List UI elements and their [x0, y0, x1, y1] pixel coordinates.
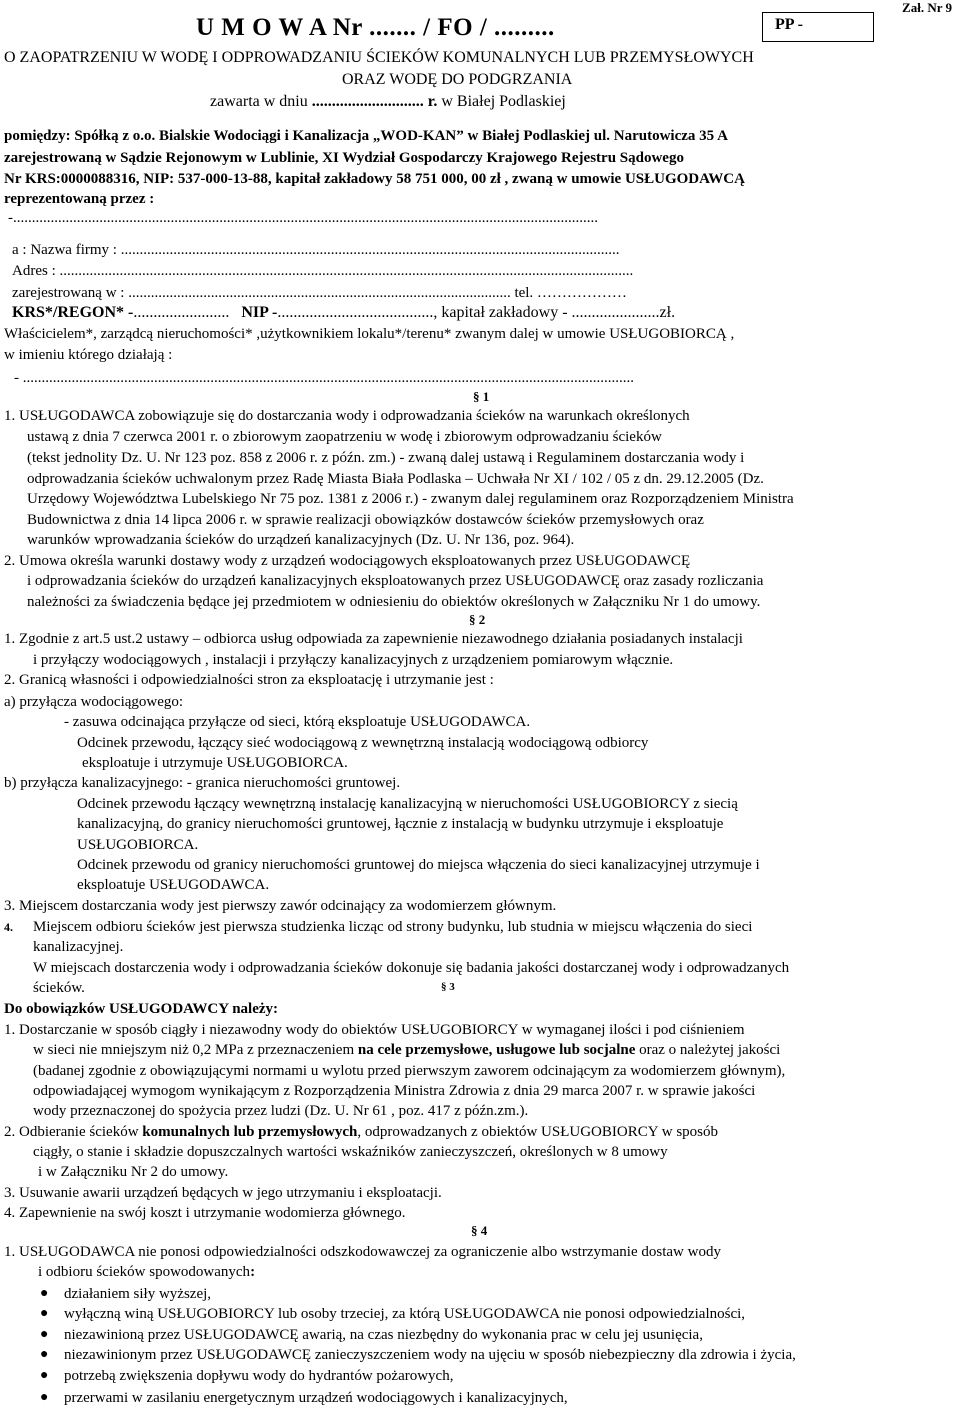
par2-line-5: - zasuwa odcinająca przyłącze od sieci, którą eksploatuje USŁUGODAWCA. — [64, 714, 531, 730]
par3-line-10: 4. Zapewnienie na swój koszt i utrzymanie wodomierza głównego. — [4, 1205, 406, 1221]
par2-line-4: a) przyłącza wodociągowego: — [4, 694, 184, 710]
par3-line-3: (badanej zgodnie z obowiązującymi normami u wylotu przed pierwszym zaworem odcinającym za wodomierzem głównym), — [33, 1063, 786, 1079]
krs-label: KRS*/REGON* - — [12, 304, 134, 321]
nip-label: NIP - — [241, 304, 278, 321]
par3-line-1: 1. Dostarczanie w sposób ciągły i niezawodny wody do obiektów USŁUGOBIORCY w wymaganej ilości i pod ciśnieniem — [4, 1022, 745, 1038]
par4-line-1: 1. USŁUGODAWCA nie ponosi odpowiedzialności odszkodowawczej za ograniczenie albo wstrzymanie dostaw wody — [4, 1244, 721, 1260]
par2-line-11: USŁUGOBIORCA. — [77, 837, 199, 853]
par4-line-2 — [38, 1262, 255, 1282]
section-2-heading: § 2 — [469, 612, 486, 627]
owner-line: Właścicielem*, zarządcą nieruchomości* ,użytkownikiem lokalu*/terenu* zwanym dalej w umowie USŁUGOBIORCĄ , — [4, 326, 735, 342]
par4-bullet-4: niezawinionym przez USŁUGODAWCĘ zanieczyszczeniem wody na ujęciu w sposób niebezpieczny dla zdrowia i życia, — [64, 1347, 796, 1363]
par1-line-7: warunków wprowadzania ścieków do urządzeń kanalizacyjnych (Dz. U. Nr 136, poz. 964). — [27, 532, 575, 548]
section-4-heading: § 4 — [471, 1223, 488, 1238]
registration-field: zarejestrowaną w : ...................................................................................................... tel. ……………… — [12, 285, 627, 301]
par3-line-4: odpowiadającej wymogom wynikającym z Rozporządzenia Ministra Zdrowia z dnia 29 marca 2007 r. w sprawie jakości — [33, 1083, 756, 1099]
par3-heading: Do obowiązków USŁUGODAWCY należy: — [4, 1001, 279, 1017]
acting-persons-blank: - ................................................................................................................................................................... — [14, 370, 634, 386]
par4-bullet-1: działaniem siły wyższej, — [64, 1286, 212, 1302]
par1-line-3: (tekst jednolity Dz. U. Nr 123 poz. 858 z 2006 r. z późn. zm.) - zwaną dalej ustawą i Regulaminem dostarczania wody i — [27, 450, 745, 466]
krs-blank: ........................ — [133, 304, 230, 321]
contract-subtitle-1: O ZAOPATRZENIU W WODĘ I ODPROWADZANIU ŚCIEKÓW KOMUNALNYCH LUB PRZEMYSŁOWYCH — [4, 49, 754, 66]
par3-line-8: i w Załączniku Nr 2 do umowy. — [38, 1164, 229, 1180]
par2-line-17: W miejscach dostarczenia wody i odprowadzania ścieków dokonuje się badania jakości dostarczanej wody i odprowadzanych — [33, 960, 790, 976]
par1-point2-line-2: i odprowadzania ścieków do urządzeń kanalizacyjnych eksploatowanych przez USŁUGODAWCĘ oraz zasady rozliczania — [27, 573, 764, 589]
par2-line-13: eksploatuje USŁUGODAWCA. — [77, 877, 270, 893]
par2-line-18: ścieków. — [33, 980, 85, 996]
par3-line-2 — [33, 1040, 780, 1060]
contract-title: U M O W A Nr ....... / FO / ......... — [196, 14, 555, 41]
bullet-icon: ● — [40, 1347, 49, 1362]
par4-bullet-2: wyłączną winą USŁUGOBIORCY lub osoby trzeciej, za którą USŁUGODAWCA nie ponosi odpowiedzialności, — [64, 1306, 746, 1322]
par2-line-15: Miejscem odbioru ścieków jest pierwsza studzienka licząc od strony budynku, lub studnia w miejscu włączenia do sieci — [33, 919, 753, 935]
par1-point2-line-3: należności za świadczenia będące jej przedmiotem w odniesieniu do obiektów określonych w Załączniku Nr 1 do umowy. — [27, 594, 761, 610]
par3-line-6-bold: komunalnych lub przemysłowych — [142, 1124, 358, 1140]
bullet-icon: ● — [40, 1306, 49, 1321]
par1-line-1: 1. USŁUGODAWCA zobowiązuje się do dostarczania wody i odprowadzania ścieków na warunkach określonych — [4, 408, 690, 424]
par3-line-2-a: w sieci nie mniejszym niż 0,2 MPa z przeznaczeniem — [33, 1042, 355, 1058]
par3-line-5: wody przeznaczonej do spożycia przez ludzi (Dz. U. Nr 61 , poz. 417 z późn.zm.). — [33, 1103, 529, 1119]
contract-date-prefix: zawarta w dniu — [210, 93, 308, 110]
par3-line-7: ciągły, o stanie i składzie dopuszczalnych wartości wskaźników zanieczyszczeń, określonych w 8 umowy — [33, 1144, 668, 1160]
representative-blank: -............................................................................................................................................................ — [8, 210, 598, 226]
contract-subtitle-2: ORAZ WODĘ DO PODGRZANIA — [342, 71, 573, 88]
nip-capital-blank: ......................................., kapitał zakładowy - ......................zł. — [277, 304, 676, 321]
par1-line-2: ustawą z dnia 7 czerwca 2001 r. o zbiorowym zaopatrzeniu w wodę i zbiorowym odprowadzaniu ścieków — [27, 429, 662, 445]
par2-line-10: kanalizacyjną, do granicy nieruchomości gruntowej, łącznie z instalacją w budynku utrzymuje i eksploatuje — [77, 816, 724, 832]
company-name-field: a : Nazwa firmy : ..................................................................................................................................... — [12, 242, 620, 258]
par2-line-6: Odcinek przewodu, łączący sieć wodociągową z wewnętrzną instalacją wodociągową odbiorcy — [77, 735, 649, 751]
par2-line-7: eksploatuje i utrzymuje USŁUGOBIORCA. — [82, 755, 348, 771]
section-1-heading: § 1 — [473, 389, 490, 404]
par4-line-2-colon: : — [250, 1264, 256, 1280]
par2-line-9: Odcinek przewodu łączący wewnętrzną instalację kanalizacyjną w nieruchomości USŁUGOBIORCY z siecią — [77, 796, 738, 812]
attachment-number: Zał. Nr 9 — [902, 0, 952, 15]
parties-line-4: reprezentowaną przez : — [4, 191, 155, 207]
parties-line-2: zarejestrowaną w Sądzie Rejonowym w Lublinie, XI Wydział Gospodarczy Krajowego Rejestru Sądowego — [4, 150, 684, 166]
par2-line-1: 1. Zgodnie z art.5 ust.2 ustawy – odbiorca usług odpowiada za zapewnienie niezawodnego działania posiadanych instalacji — [4, 631, 743, 647]
bullet-icon: ● — [40, 1327, 49, 1342]
par2-line-12: Odcinek przewodu od granicy nieruchomości gruntowej do miejsca włączenia do sieci kanalizacyjnej utrzymuje i — [77, 857, 760, 873]
krs-nip-line — [12, 303, 675, 323]
parties-line-1: pomiędzy: Spółką z o.o. Bialskie Wodociągi i Kanalizacja „WOD-KAN” w Białej Podlaskiej ul. Narutowicza 35 A — [4, 128, 728, 144]
par3-line-6-a: 2. Odbieranie ścieków — [4, 1124, 139, 1140]
contract-date-blank: ............................ r. — [311, 93, 438, 110]
par2-line-14: 3. Miejscem dostarczania wody jest pierwszy zawór odcinający za wodomierzem głównym. — [4, 898, 557, 914]
par2-line-2: i przyłączy wodociągowych , instalacji i przyłączy kanalizacyjnych z urządzeniem pomiarowym włącznie. — [33, 652, 674, 668]
par4-bullet-6: przerwami w zasilaniu energetycznym urządzeń wodociągowych i kanalizacyjnych, — [64, 1390, 568, 1406]
par2-line-8: b) przyłącza kanalizacyjnego: - granica nieruchomości gruntowej. — [4, 775, 401, 791]
par2-line-16: kanalizacyjnej. — [33, 939, 124, 955]
parties-line-3: Nr KRS:0000088316, NIP: 537-000-13-88, kapitał zakładowy 58 751 000, 00 zł , zwaną w umowie USŁUGODAWCĄ — [4, 171, 745, 187]
par4-bullet-5: potrzebą zwiększenia dopływu wody do hydrantów pożarowych, — [64, 1368, 454, 1384]
par4-line-2-a: i odbioru ścieków spowodowanych — [38, 1264, 251, 1280]
par1-point2-line-1: 2. Umowa określa warunki dostawy wody z urządzeń wodociągowych eksploatowanych przez USŁUGODAWCĘ — [4, 553, 691, 569]
par2-point4-number: 4. — [4, 920, 13, 934]
par1-line-4: odprowadzania ścieków uchwalonym przez Radę Miasta Biała Podlaska – Uchwała Nr XI / 102 / 05 z dn. 29.12.2005 (Dz. — [27, 471, 764, 487]
par2-line-3: 2. Granicą własności i odpowiedzialności stron za eksploatację i utrzymanie jest : — [4, 672, 494, 688]
bullet-icon: ● — [40, 1286, 49, 1301]
address-field: Adres : ......................................................................................................................................................... — [12, 263, 634, 279]
bullet-icon: ● — [40, 1368, 49, 1383]
contract-date-line — [210, 93, 566, 111]
par1-line-5: Urzędowy Województwa Lubelskiego Nr 75 poz. 1381 z 2006 r.) - zwanym dalej regulaminem oraz Rozporządzeniem Ministra — [27, 491, 794, 507]
par4-bullet-3: niezawinioną przez USŁUGODAWCĘ awarią, na czas niezbędny do wykonania prac w celu jej usunięcia, — [64, 1327, 703, 1343]
par3-line-6 — [4, 1122, 718, 1142]
par1-line-6: Budownictwa z dnia 14 lipca 2006 r. w sprawie realizacji obowiązków dostawców ścieków przemysłowych oraz — [27, 512, 704, 528]
par3-line-6-c: , odprowadzanych z obiektów USŁUGOBIORCY w sposób — [357, 1124, 718, 1140]
section-3-heading: § 3 — [441, 981, 455, 993]
pp-label: PP - — [775, 16, 803, 33]
par3-line-2-bold: na cele przemysłowe, usługowe lub socjalne — [357, 1042, 636, 1058]
bullet-icon: ● — [40, 1390, 49, 1405]
acting-on-behalf-line: w imieniu którego działają : — [4, 347, 173, 363]
par3-line-9: 3. Usuwanie awarii urządzeń będących w jego utrzymaniu i eksploatacji. — [4, 1185, 442, 1201]
par3-line-2-c: oraz o należytej jakości — [639, 1042, 781, 1058]
contract-place: w Białej Podlaskiej — [441, 93, 566, 110]
